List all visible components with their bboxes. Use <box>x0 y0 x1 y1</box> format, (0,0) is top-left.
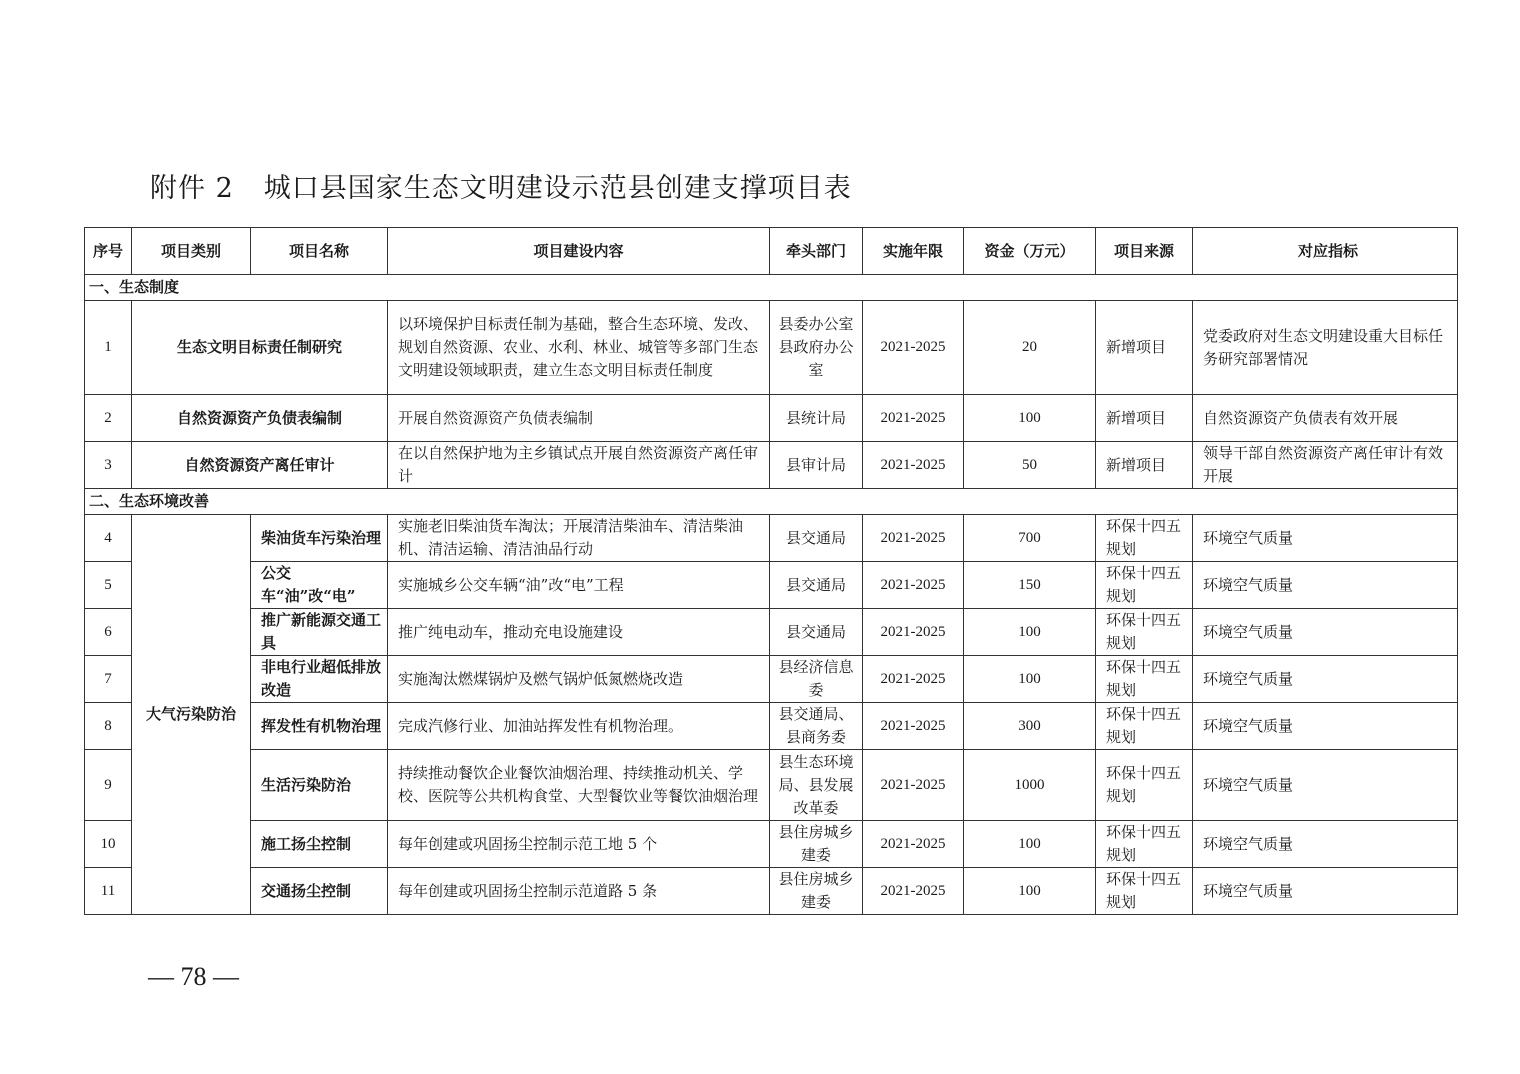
row-indicator: 环境空气质量 <box>1193 750 1458 821</box>
row-content: 在以自然保护地为主乡镇试点开展自然资源资产离任审计 <box>388 442 770 489</box>
row-dept: 县交通局、县商务委 <box>770 703 863 750</box>
table-row <box>85 656 1458 703</box>
row-dept: 县交通局 <box>770 609 863 656</box>
row-name: 非电行业超低排放改造 <box>251 656 388 703</box>
row-period: 2021-2025 <box>863 703 964 750</box>
table-row <box>85 821 1458 868</box>
row-content: 每年创建或巩固扬尘控制示范道路 5 条 <box>388 868 770 915</box>
table-row <box>85 750 1458 821</box>
row-fund: 150 <box>964 562 1096 609</box>
table-header-row <box>85 228 1458 275</box>
row-seq: 2 <box>85 395 132 442</box>
row-content: 实施城乡公交车辆“油”改“电”工程 <box>388 562 770 609</box>
row-source: 环保十四五规划 <box>1096 656 1193 703</box>
row-name: 挥发性有机物治理 <box>251 703 388 750</box>
row-source: 环保十四五规划 <box>1096 515 1193 562</box>
row-source: 环保十四五规划 <box>1096 609 1193 656</box>
header-period: 实施年限 <box>863 228 964 275</box>
row-source: 环保十四五规划 <box>1096 868 1193 915</box>
row-seq: 11 <box>85 868 132 915</box>
title-text: 城口县国家生态文明建设示范县创建支撑项目表 <box>263 173 852 204</box>
table-row <box>85 301 1458 395</box>
table-row <box>85 868 1458 915</box>
row-category: 大气污染防治 <box>132 515 251 915</box>
row-name: 生活污染防治 <box>251 750 388 821</box>
header-dept: 牵头部门 <box>770 228 863 275</box>
table-row <box>85 442 1458 489</box>
row-seq: 6 <box>85 609 132 656</box>
row-dept: 县住房城乡建委 <box>770 821 863 868</box>
section-row <box>85 275 1458 301</box>
header-name: 项目名称 <box>251 228 388 275</box>
row-fund: 700 <box>964 515 1096 562</box>
title-prefix: 附件 2 <box>150 173 234 204</box>
row-period: 2021-2025 <box>863 301 964 395</box>
header-content: 项目建设内容 <box>388 228 770 275</box>
table-row <box>85 515 1458 562</box>
row-name: 自然资源资产负债表编制 <box>132 395 388 442</box>
row-name: 施工扬尘控制 <box>251 821 388 868</box>
row-dept: 县委办公室 县政府办公室 <box>770 301 863 395</box>
row-source: 环保十四五规划 <box>1096 750 1193 821</box>
row-source: 新增项目 <box>1096 301 1193 395</box>
row-period: 2021-2025 <box>863 562 964 609</box>
row-dept: 县交通局 <box>770 515 863 562</box>
row-seq: 3 <box>85 442 132 489</box>
project-table <box>84 227 1458 915</box>
row-seq: 8 <box>85 703 132 750</box>
row-indicator: 环境空气质量 <box>1193 868 1458 915</box>
section-row <box>85 489 1458 515</box>
row-dept: 县生态环境局、县发展改革委 <box>770 750 863 821</box>
header-seq: 序号 <box>85 228 132 275</box>
row-seq: 7 <box>85 656 132 703</box>
row-indicator: 党委政府对生态文明建设重大目标任务研究部署情况 <box>1193 301 1458 395</box>
section-title: 一、生态制度 <box>85 275 1458 301</box>
row-indicator: 领导干部自然资源资产离任审计有效开展 <box>1193 442 1458 489</box>
row-name: 公交车“油”改“电” <box>251 562 388 609</box>
row-dept: 县住房城乡建委 <box>770 868 863 915</box>
row-indicator: 环境空气质量 <box>1193 562 1458 609</box>
table-row <box>85 703 1458 750</box>
table-row <box>85 609 1458 656</box>
row-name: 推广新能源交通工具 <box>251 609 388 656</box>
row-period: 2021-2025 <box>863 821 964 868</box>
row-indicator: 环境空气质量 <box>1193 515 1458 562</box>
row-fund: 100 <box>964 656 1096 703</box>
row-dept: 县经济信息委 <box>770 656 863 703</box>
row-content: 推广纯电动车，推动充电设施建设 <box>388 609 770 656</box>
row-seq: 5 <box>85 562 132 609</box>
row-fund: 300 <box>964 703 1096 750</box>
row-name: 柴油货车污染治理 <box>251 515 388 562</box>
section-title: 二、生态环境改善 <box>85 489 1458 515</box>
row-dept: 县审计局 <box>770 442 863 489</box>
row-indicator: 环境空气质量 <box>1193 703 1458 750</box>
row-period: 2021-2025 <box>863 395 964 442</box>
row-source: 新增项目 <box>1096 395 1193 442</box>
row-content: 实施老旧柴油货车淘汰；开展清洁柴油车、清洁柴油机、清洁运输、清洁油品行动 <box>388 515 770 562</box>
row-period: 2021-2025 <box>863 750 964 821</box>
row-indicator: 环境空气质量 <box>1193 656 1458 703</box>
row-indicator: 自然资源资产负债表有效开展 <box>1193 395 1458 442</box>
row-seq: 10 <box>85 821 132 868</box>
header-source: 项目来源 <box>1096 228 1193 275</box>
row-indicator: 环境空气质量 <box>1193 821 1458 868</box>
table-row <box>85 395 1458 442</box>
row-fund: 100 <box>964 868 1096 915</box>
row-seq: 9 <box>85 750 132 821</box>
row-source: 环保十四五规划 <box>1096 821 1193 868</box>
row-seq: 1 <box>85 301 132 395</box>
row-dept: 县交通局 <box>770 562 863 609</box>
row-content: 完成汽修行业、加油站挥发性有机物治理。 <box>388 703 770 750</box>
row-fund: 100 <box>964 609 1096 656</box>
header-category: 项目类别 <box>132 228 251 275</box>
row-content: 实施淘汰燃煤锅炉及燃气锅炉低氮燃烧改造 <box>388 656 770 703</box>
row-period: 2021-2025 <box>863 609 964 656</box>
row-fund: 50 <box>964 442 1096 489</box>
row-name: 交通扬尘控制 <box>251 868 388 915</box>
row-content: 持续推动餐饮企业餐饮油烟治理、持续推动机关、学校、医院等公共机构食堂、大型餐饮业等餐饮油烟治理 <box>388 750 770 821</box>
row-period: 2021-2025 <box>863 442 964 489</box>
row-content: 每年创建或巩固扬尘控制示范工地 5 个 <box>388 821 770 868</box>
header-fund: 资金（万元） <box>964 228 1096 275</box>
row-indicator: 环境空气质量 <box>1193 609 1458 656</box>
row-source: 新增项目 <box>1096 442 1193 489</box>
row-fund: 1000 <box>964 750 1096 821</box>
page-title <box>150 166 852 205</box>
row-period: 2021-2025 <box>863 515 964 562</box>
row-period: 2021-2025 <box>863 868 964 915</box>
row-seq: 4 <box>85 515 132 562</box>
row-source: 环保十四五规划 <box>1096 703 1193 750</box>
table-row <box>85 562 1458 609</box>
row-fund: 100 <box>964 821 1096 868</box>
row-content: 开展自然资源资产负债表编制 <box>388 395 770 442</box>
row-name: 生态文明目标责任制研究 <box>132 301 388 395</box>
row-name: 自然资源资产离任审计 <box>132 442 388 489</box>
row-source: 环保十四五规划 <box>1096 562 1193 609</box>
row-dept: 县统计局 <box>770 395 863 442</box>
page-number: — 78 — <box>148 962 239 991</box>
row-period: 2021-2025 <box>863 656 964 703</box>
header-indicator: 对应指标 <box>1193 228 1458 275</box>
row-fund: 100 <box>964 395 1096 442</box>
row-content: 以环境保护目标责任制为基础，整合生态环境、发改、规划自然资源、农业、水利、林业、城管等多部门生态文明建设领域职责，建立生态文明目标责任制度 <box>388 301 770 395</box>
row-fund: 20 <box>964 301 1096 395</box>
